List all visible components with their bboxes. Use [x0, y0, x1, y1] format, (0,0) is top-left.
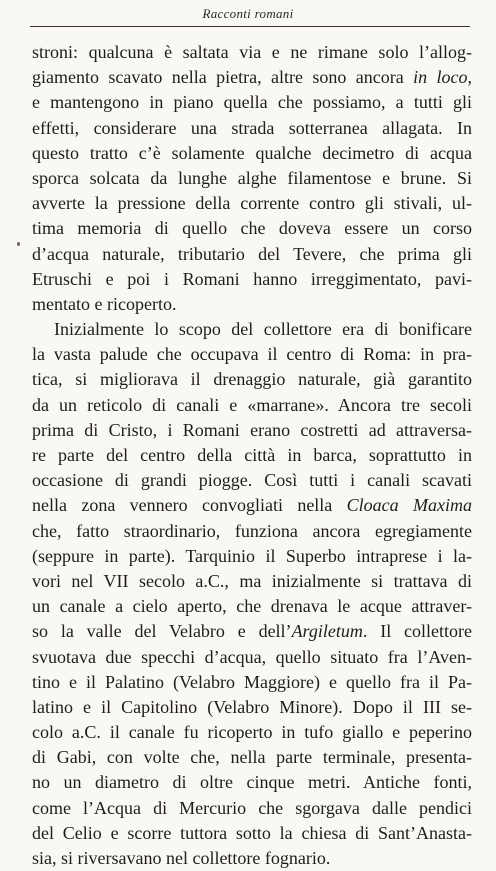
text-run: tima memoria di quello che doveva essere un corso: [32, 218, 472, 239]
text-line: [32, 720, 472, 745]
text-line: [32, 443, 472, 468]
text-line: [32, 670, 472, 695]
margin-speck: [17, 242, 20, 246]
text-run: che, fatto straordinario, funziona ancora egregiamente: [32, 520, 472, 541]
text-line: [32, 191, 472, 216]
text-run: d’acqua naturale, tributario del Tevere, che prima gli: [32, 243, 472, 264]
text-line: [32, 645, 472, 670]
text-line: [32, 367, 472, 392]
text-run: come l’Acqua di Mercurio che sgorgava dalle pendici: [32, 797, 472, 818]
text-run: effetti, considerare una strada sotterranea allagata. In: [32, 117, 472, 138]
header-rule: [30, 26, 470, 27]
text-run: (seppure in parte). Tarquinio il Superbo intraprese i la-: [32, 545, 472, 566]
text-run: no un diametro di oltre cinque metri. Antiche fonti,: [32, 772, 472, 793]
italic-text: in loco: [413, 67, 468, 88]
text-run: colo a.C. il canale fu ricoperto in tufo giallo e peperino: [32, 722, 472, 743]
text-line: [32, 65, 472, 90]
text-line: [32, 468, 472, 493]
text-line: [32, 166, 472, 191]
text-run: un canale a cielo aperto, che drenava le acque attraver-: [32, 596, 472, 617]
text-run: giamento scavato nella pietra, altre sono ancora: [32, 67, 414, 88]
text-line: [32, 821, 472, 846]
text-run: . Il collettore: [362, 621, 472, 642]
text-line: [32, 770, 472, 795]
text-line: [32, 216, 472, 241]
text-run: sporca solcata da lunghe alghe filamentose e brune. Si: [32, 167, 472, 188]
text-run: tica, si migliorava il drenaggio naturale, già garantito: [32, 369, 472, 390]
paragraph: [32, 40, 472, 317]
text-line: [32, 846, 472, 871]
text-run: mentato e ricoperto.: [32, 293, 177, 314]
italic-text: Argiletum: [291, 621, 363, 642]
text-line: [32, 393, 472, 418]
text-line: [32, 544, 472, 569]
text-run: latino e il Capitolino (Velabro Minore). Dopo il III se-: [32, 696, 472, 717]
text-line: [32, 116, 472, 141]
text-run: ,: [467, 67, 472, 88]
text-line: [32, 619, 472, 644]
text-line: [32, 594, 472, 619]
text-run: la vasta palude che occupava il centro di Roma: in pra-: [32, 344, 472, 365]
running-head-title: Racconti romani: [202, 6, 294, 21]
text-run: questo tratto c’è solamente qualche decimetro di acqua: [32, 142, 472, 163]
text-run: tino e il Palatino (Velabro Maggiore) e quello fra il Pa-: [32, 671, 472, 692]
text-line: [32, 796, 472, 821]
text-run: del Celio e scorre tuttora sotto la chiesa di Sant’Anasta-: [32, 822, 472, 843]
text-line: [32, 745, 472, 770]
text-run: e mantengono in piano quella che possiamo, a tutti gli: [32, 92, 472, 113]
text-line: [32, 40, 472, 65]
body-text: [32, 40, 472, 871]
text-line: [32, 242, 472, 267]
text-line: [32, 317, 472, 342]
text-run: Inizialmente lo scopo del collettore era di bonificare: [54, 319, 472, 340]
text-line: [32, 695, 472, 720]
text-line: [32, 292, 472, 317]
text-run: prima di Cristo, i Romani erano costretti ad attraversa-: [32, 419, 472, 440]
text-run: sia, si riversavano nel collettore fognario.: [32, 848, 331, 868]
text-run: svuotava due specchi d’acqua, quello situato fra l’Aven-: [32, 646, 472, 667]
text-line: [32, 90, 472, 115]
text-run: stroni: qualcuna è saltata via e ne rimane solo l’allog-: [32, 42, 472, 62]
text-run: re parte del centro della città in barca, soprattutto in: [32, 445, 472, 465]
text-run: da un reticolo di canali e «marrane». Ancora tre secoli: [32, 394, 472, 415]
text-run: avverte la pressione della corrente contro gli stivali, ul-: [32, 193, 472, 214]
text-run: so la valle del Velabro e dell’: [32, 621, 292, 642]
text-run: nella zona vennero convogliati nella: [32, 495, 347, 516]
text-line: [32, 141, 472, 166]
text-run: Etruschi e poi i Romani hanno irreggimentato, pavi-: [32, 268, 472, 289]
text-run: vori nel VII secolo a.C., ma inizialmente si trattava di: [32, 570, 472, 591]
text-line: [32, 342, 472, 367]
text-run: occasione di grandi piogge. Così tutti i canali scavati: [32, 470, 472, 491]
text-run: di Gabi, con volte che, nella parte terminale, presenta-: [32, 747, 472, 768]
text-line: [32, 267, 472, 292]
text-line: [32, 493, 472, 518]
text-line: [32, 418, 472, 443]
text-line: [32, 519, 472, 544]
text-line: [32, 569, 472, 594]
italic-text: Cloaca Maxima: [346, 495, 472, 516]
paragraph: [32, 317, 472, 871]
